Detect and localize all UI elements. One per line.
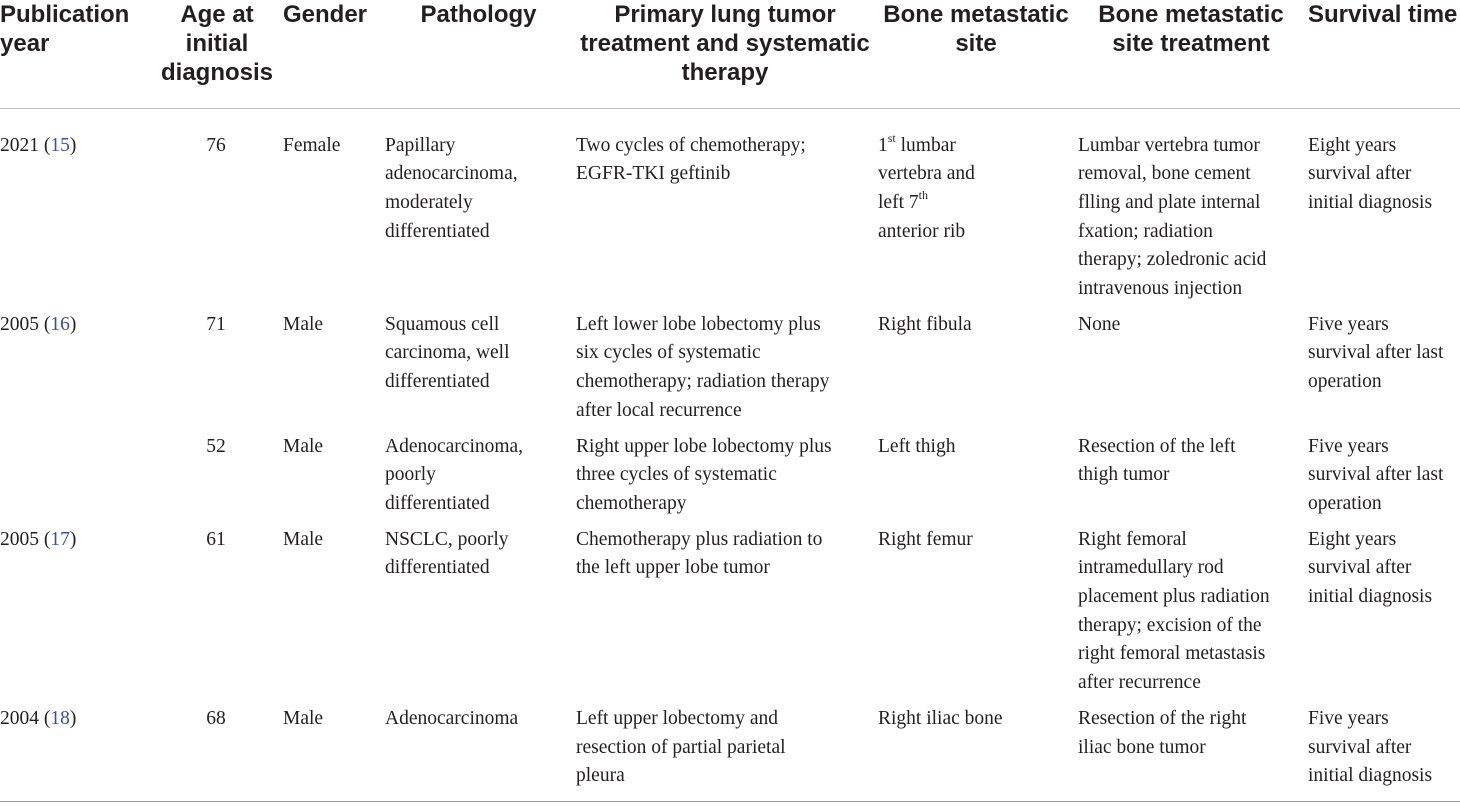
cell-year: 2021 (15) xyxy=(0,134,77,156)
header-line: Bone metastatic xyxy=(883,1,1069,28)
cell-line: Resection of the left xyxy=(1078,435,1236,457)
year-text: 2005 xyxy=(0,313,39,335)
cell-pathology xyxy=(385,108,576,304)
cell-line: chemotherapy; radiation therapy xyxy=(576,371,830,393)
cell-line: Five years xyxy=(1308,707,1389,729)
cell-line: chemotherapy xyxy=(576,492,687,514)
cell-line: poorly xyxy=(385,464,436,486)
cell-line: Eight years xyxy=(1308,528,1397,550)
cell-survival xyxy=(1308,304,1460,426)
cell-line: Left lower lobe lobectomy plus xyxy=(576,313,821,335)
cell-line: adenocarcinoma, xyxy=(385,163,518,185)
cell-line: after local recurrence xyxy=(576,399,742,421)
header-pathology xyxy=(385,0,576,108)
cell-line: Right upper lobe lobectomy plus xyxy=(576,435,832,457)
cell-line: survival after xyxy=(1308,557,1412,579)
header-gender xyxy=(283,0,385,108)
cell-line: survival after last xyxy=(1308,464,1444,486)
cell-text: 1 xyxy=(878,134,888,156)
header-line: year xyxy=(0,30,50,57)
cell-line: differentiated xyxy=(385,492,490,514)
cell-pathology xyxy=(385,698,576,802)
year-text: 2004 xyxy=(0,707,39,729)
cell-line: fxation; radiation xyxy=(1078,220,1213,242)
header-line: Gender xyxy=(283,1,368,28)
cell-line: after recurrence xyxy=(1078,672,1201,694)
header-publication-year xyxy=(0,0,155,108)
cell-treatment xyxy=(576,519,878,698)
cell-site xyxy=(878,304,1078,426)
header-line: diagnosis xyxy=(160,59,274,86)
cell-site-treatment xyxy=(1078,519,1308,698)
year-text: 2021 xyxy=(0,134,39,156)
table-row xyxy=(0,108,1460,304)
cell-line: Five years xyxy=(1308,435,1389,457)
cell-line: Two cycles of chemotherapy; xyxy=(576,134,806,156)
header-line: Publication xyxy=(0,1,130,28)
cell-line: right femoral metastasis xyxy=(1078,643,1266,665)
cell-site-treatment xyxy=(1078,108,1308,304)
cell-line: None xyxy=(1078,313,1121,335)
cell-line: NSCLC, poorly xyxy=(385,528,509,550)
cell-line: differentiated xyxy=(385,557,490,579)
header-line: Primary lung tumor xyxy=(614,1,836,28)
cell-line: Adenocarcinoma xyxy=(385,707,519,729)
table-row xyxy=(0,519,1460,698)
cell-text: lumbar xyxy=(895,134,956,156)
cell-line: Right femoral xyxy=(1078,528,1187,550)
table-row xyxy=(0,426,1460,519)
cell-pathology xyxy=(385,426,576,519)
cell-age: 71 xyxy=(206,313,226,335)
cell-year xyxy=(0,426,155,519)
header-line: treatment and systematic xyxy=(580,30,870,57)
cell-line: differentiated xyxy=(385,371,490,393)
cell-line: iliac bone tumor xyxy=(1078,736,1206,758)
cell-line: removal, bone cement xyxy=(1078,163,1251,185)
header-line: Bone metastatic xyxy=(1098,1,1284,28)
cell-line: survival after xyxy=(1308,163,1412,185)
header-line: Age at xyxy=(180,1,254,28)
cell-line: Adenocarcinoma, xyxy=(385,435,524,457)
cell-age: 76 xyxy=(206,134,226,156)
cell-line: survival after last xyxy=(1308,342,1444,364)
cell-treatment xyxy=(576,426,878,519)
cell-line: vertebra and xyxy=(878,163,975,185)
cell-year: 2005 (16) xyxy=(0,313,77,335)
header-line: site xyxy=(955,30,997,57)
cell-survival xyxy=(1308,426,1460,519)
cell-treatment xyxy=(576,108,878,304)
cell-line: initial diagnosis xyxy=(1308,765,1433,787)
superscript: th xyxy=(918,187,928,202)
cell-site xyxy=(878,519,1078,698)
cell-site xyxy=(878,698,1078,802)
cell-line: six cycles of systematic xyxy=(576,342,761,364)
cell-line: Squamous cell xyxy=(385,313,500,335)
reference-link[interactable]: 15 xyxy=(50,134,70,156)
header-row xyxy=(0,0,1460,108)
cell-survival xyxy=(1308,698,1460,802)
cell-line: moderately xyxy=(385,191,473,213)
cell-year: 2004 (18) xyxy=(0,698,155,802)
cell-age: 52 xyxy=(206,435,226,457)
cell-gender: Male xyxy=(283,528,324,550)
cell-line: Five years xyxy=(1308,313,1389,335)
cell-year: 2005 (17) xyxy=(0,528,77,550)
table-row xyxy=(0,698,1460,802)
header-line: therapy xyxy=(681,59,769,86)
cell-pathology xyxy=(385,519,576,698)
cell-age: 68 xyxy=(155,698,283,802)
cell-gender: Male xyxy=(283,313,324,335)
reference-link[interactable]: 17 xyxy=(50,528,70,550)
cell-line: therapy; excision of the xyxy=(1078,614,1262,636)
cell-line: flling and plate internal xyxy=(1078,191,1261,213)
cell-line: Left thigh xyxy=(878,435,956,457)
cell-site-treatment xyxy=(1078,698,1308,802)
header-line: site treatment xyxy=(1112,30,1270,57)
cell-line: survival after xyxy=(1308,736,1412,758)
cell-treatment xyxy=(576,698,878,802)
cell-line: Right femur xyxy=(878,528,973,550)
reference-link[interactable]: 16 xyxy=(50,313,70,335)
header-survival-time xyxy=(1308,0,1460,108)
cell-line xyxy=(878,132,1072,161)
table-row xyxy=(0,304,1460,426)
cell-line: Left upper lobectomy and xyxy=(576,707,778,729)
header-bone-site-treatment xyxy=(1078,0,1308,108)
header-bone-site xyxy=(878,0,1078,108)
cell-line: Lumbar vertebra tumor xyxy=(1078,134,1260,156)
header-line: Pathology xyxy=(420,1,537,28)
cell-gender: Male xyxy=(283,698,385,802)
cell-age: 61 xyxy=(206,528,226,550)
cell-line: Eight years xyxy=(1308,134,1397,156)
cell-site xyxy=(878,108,1078,304)
year-text: 2005 xyxy=(0,528,39,550)
cell-line: thigh tumor xyxy=(1078,464,1170,486)
cell-text: left 7 xyxy=(878,191,919,213)
cell-line: Resection of the right xyxy=(1078,707,1247,729)
cell-line: Right iliac bone xyxy=(878,707,1003,729)
cell-gender: Female xyxy=(283,134,341,156)
cell-survival xyxy=(1308,108,1460,304)
cell-line: operation xyxy=(1308,492,1382,514)
cell-pathology xyxy=(385,304,576,426)
cell-line: initial diagnosis xyxy=(1308,191,1433,213)
header-age xyxy=(155,0,283,108)
cell-line: carcinoma, well xyxy=(385,342,510,364)
cell-line: placement plus radiation xyxy=(1078,586,1270,608)
cell-treatment xyxy=(576,304,878,426)
cell-line: three cycles of systematic xyxy=(576,464,777,486)
cell-line: Right fibula xyxy=(878,313,972,335)
cell-line: differentiated xyxy=(385,220,490,242)
cell-line xyxy=(878,189,1072,218)
reference-link[interactable]: 18 xyxy=(50,707,70,729)
cell-line: operation xyxy=(1308,371,1382,393)
cell-line: intravenous injection xyxy=(1078,278,1243,300)
cell-line: Papillary xyxy=(385,134,456,156)
cell-site xyxy=(878,426,1078,519)
cell-survival xyxy=(1308,519,1460,698)
cell-line: initial diagnosis xyxy=(1308,586,1433,608)
header-primary-treatment xyxy=(576,0,878,108)
header-line: initial xyxy=(185,30,249,57)
cell-line: the left upper lobe tumor xyxy=(576,557,770,579)
cell-line: pleura xyxy=(576,765,625,787)
cell-line: Chemotherapy plus radiation to xyxy=(576,528,823,550)
cell-line: anterior rib xyxy=(878,220,966,242)
cell-line: EGFR-TKI geftinib xyxy=(576,163,731,185)
cell-gender: Male xyxy=(283,435,324,457)
cell-line: resection of partial parietal xyxy=(576,736,786,758)
cell-site-treatment xyxy=(1078,304,1308,426)
cell-line: intramedullary rod xyxy=(1078,557,1224,579)
superscript: st xyxy=(887,130,896,145)
cell-site-treatment xyxy=(1078,426,1308,519)
cell-line: therapy; zoledronic acid xyxy=(1078,249,1267,271)
header-line: Survival time xyxy=(1308,1,1458,28)
